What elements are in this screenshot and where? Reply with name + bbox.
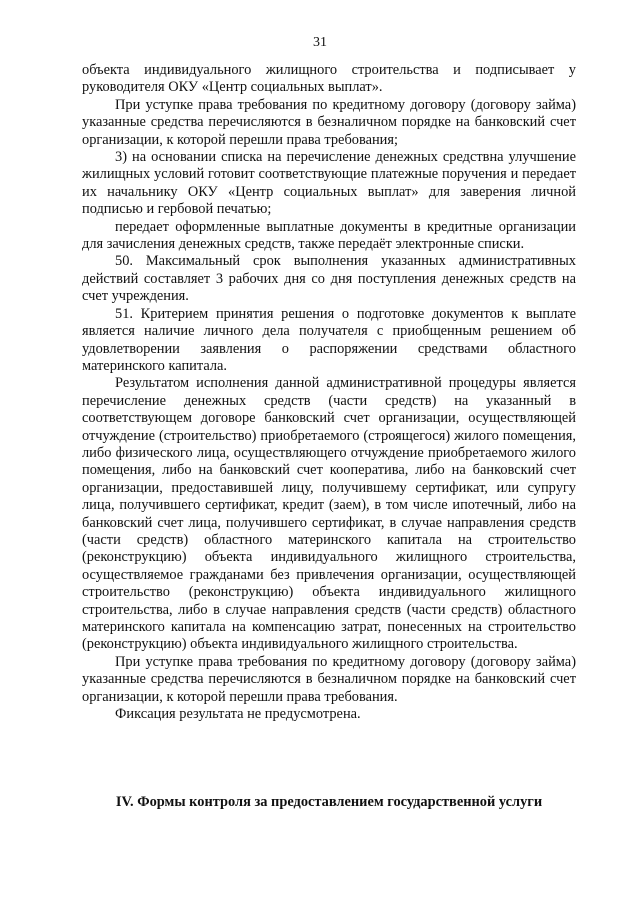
page-number: 31	[313, 35, 327, 50]
paragraph-procedure-result: Результатом исполнения данной административной процедуры является перечисление денежных средств (части средств) на указанный в соответствующем договоре банковский счет организации, осуществляющей отчуждение (строительство) приобретаемого (строящегося) жилого помещения, либо физического лица, осуществляющего отчуждение приобретаемого жилого помещения, либо на банковский счет кооператива, либо на банковский счет организации, предоставившей лицу, получившему сертификат, или супругу лица, получившего сертификат, кредит (заем), в том числе ипотечный, либо на банковский счет лица, получившего сертификат, в случае направления средств (части средств) областного материнского капитала на строительство (реконструкцию) объекта индивидуального жилищного строительства, осуществляемое гражданами без привлечения организации, осуществляющей строительство (реконструкцию) объекта индивидуального жилищного строительства, либо в случае направления средств (части средств) областного материнского капитала на компенсацию затрат, понесенных на строительство (реконструкцию) объекта индивидуального жилищного строительства.	[82, 375, 576, 653]
paragraph-transfer-documents: передает оформленные выплатные документы в кредитные организации для зачисления денежных средств, также передаёт электронные списки.	[82, 218, 576, 253]
paragraph-item-3: 3) на основании списка на перечисление денежных средствна улучшение жилищных условий готовит соответствующие платежные поручения и передает их начальнику ОКУ «Центр социальных выплат» для заверения личной подписью и гербовой печатью;	[82, 149, 576, 218]
paragraph-assignment-rights-repeat: При уступке права требования по кредитному договору (договору займа) указанные средства перечисляются в безналичном порядке на банковский счет организации, к которой перешли права требования.	[82, 653, 576, 705]
section-heading: IV. Формы контроля за предоставлением государственной услуги	[115, 794, 543, 810]
paragraph-assignment-rights: При уступке права требования по кредитному договору (договору займа) указанные средства перечисляются в безналичном порядке на банковский счет организации, к которой перешли права требования;	[82, 96, 576, 148]
paragraph-clause-51: 51. Критерием принятия решения о подготовке документов к выплате является наличие личного дела получателя с приобщенным решением об удовлетворении заявления о распоряжении средствами областного материнского капитала.	[82, 305, 576, 374]
paragraph-continuation: объекта индивидуального жилищного строительства и подписывает у руководителя ОКУ «Центр социальных выплат».	[82, 62, 576, 96]
body-text	[82, 62, 576, 723]
paragraph-result-fixation: Фиксация результата не предусмотрена.	[115, 706, 361, 723]
paragraph-clause-50: 50. Максимальный срок выполнения указанных административных действий составляет 3 рабочих дня со дня поступления денежных средств на счет учреждения.	[82, 253, 576, 305]
